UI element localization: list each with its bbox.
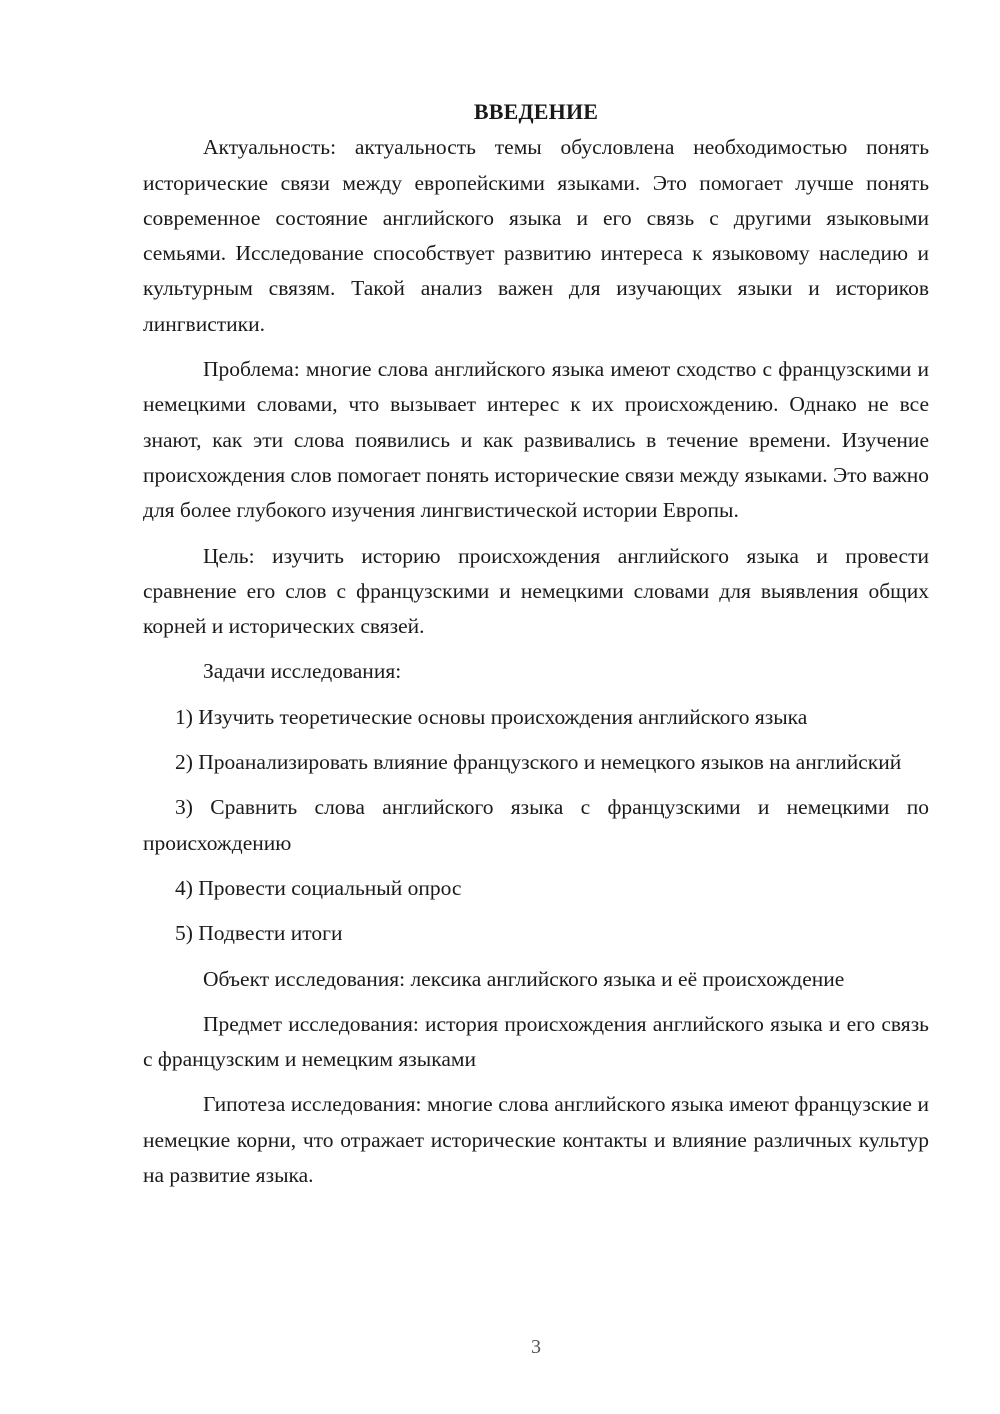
task-item-3: 3) Сравнить слова английского языка с французскими и немецкими по происхождению bbox=[143, 795, 929, 855]
paragraph-hypothesis: Гипотеза исследования: многие слова английского языка имеют французские и немецкие корни, что отражает исторические контакты и влияние различных культур на развитие языка. bbox=[143, 1092, 929, 1188]
task-item-4: 4) Провести социальный опрос bbox=[175, 875, 462, 900]
paragraph-goal: Цель: изучить историю происхождения английского языка и провести сравнение его слов с французскими и немецкими словами для выявления общих корней и исторических связей. bbox=[143, 543, 929, 639]
paragraph-object: Объект исследования: лексика английского языка и её происхождение bbox=[203, 966, 845, 991]
paragraph-subject: Предмет исследования: история происхождения английского языка и его связь с французским и немецким языками bbox=[143, 1011, 929, 1072]
paragraph-problem: Проблема: многие слова английского языка имеют сходство с французскими и немецкими словами, что вызывает интерес к их происхождению. Однако не все знают, как эти слова появились и как развивались в течение времени. Изучение происхождения слов помогает понять исторические связи между языками. Это важно для более глубокого изучения лингвистической истории Европы. bbox=[143, 357, 929, 523]
tasks-heading: Задачи исследования: bbox=[203, 659, 402, 684]
task-item-5: 5) Подвести итоги bbox=[175, 921, 343, 946]
task-item-2: 2) Проанализировать влияние французского и немецкого языков на английский bbox=[175, 750, 902, 775]
page-number: 3 bbox=[531, 1336, 541, 1358]
page-content bbox=[143, 94, 929, 1203]
section-title: ВВЕДЕНИЕ bbox=[473, 99, 599, 124]
paragraph-relevance: Актуальность: актуальность темы обусловлена необходимостью понять исторические связи между европейскими языками. Это помогает лучше понять современное состояние английского языка и его связь с другими языковыми семьями. Исследование способствует развитию интереса к языковому наследию и культурным связям. Такой анализ важен для изучающих языки и историков лингвистики. bbox=[143, 135, 929, 336]
task-item-1: 1) Изучить теоретические основы происхождения английского языка bbox=[175, 704, 808, 729]
